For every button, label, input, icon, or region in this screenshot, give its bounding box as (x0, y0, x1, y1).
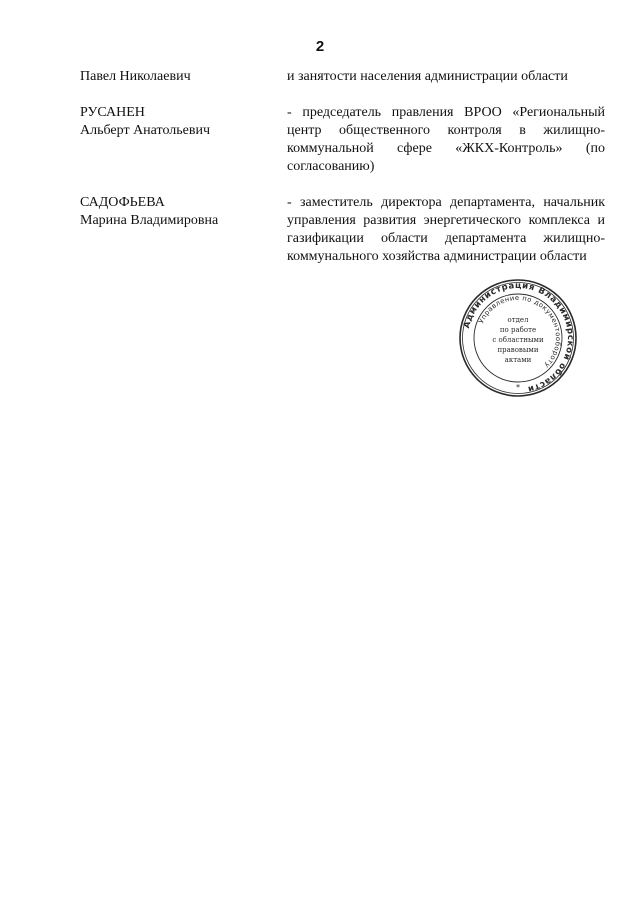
member-given-names: Павел Николаевич (80, 69, 191, 84)
stamp-center-line: с областными (492, 336, 544, 344)
stamp-inner-ring-text: Управление по документообороту (477, 293, 563, 370)
member-role-2: - председатель правления ВРОО «Региональный центр общественного контроля в жилищно-коммунальной сфере «ЖКХ-Контроль» (по согласованию) (287, 105, 605, 174)
member-name-2 (80, 104, 270, 140)
svg-text:*: * (516, 383, 520, 392)
stamp-center-line: актами (504, 356, 532, 364)
official-stamp (458, 278, 578, 398)
stamp-center-line: отдел (507, 316, 529, 324)
member-name-3 (80, 194, 270, 230)
member-surname: САДОФЬЕВА (80, 195, 165, 210)
stamp-center-line: правовыми (497, 346, 539, 354)
member-given-names: Альберт Анатольевич (80, 123, 210, 138)
stamp-outer-ring-text: Администрация Владимирской области (461, 280, 576, 395)
page-number: 2 (315, 38, 325, 55)
member-surname: РУСАНЕН (80, 105, 145, 120)
member-role-3: - заместитель директора департамента, начальник управления развития энергетического комплекса и газификации области департамента жилищно-коммунального хозяйства администрации области (287, 195, 605, 264)
stamp-center-line: по работе (499, 326, 537, 334)
member-role-1: и занятости населения администрации области (287, 69, 568, 84)
member-given-names: Марина Владимировна (80, 213, 219, 228)
stamp-seal-graphic (458, 278, 578, 398)
member-name-1 (80, 68, 270, 86)
